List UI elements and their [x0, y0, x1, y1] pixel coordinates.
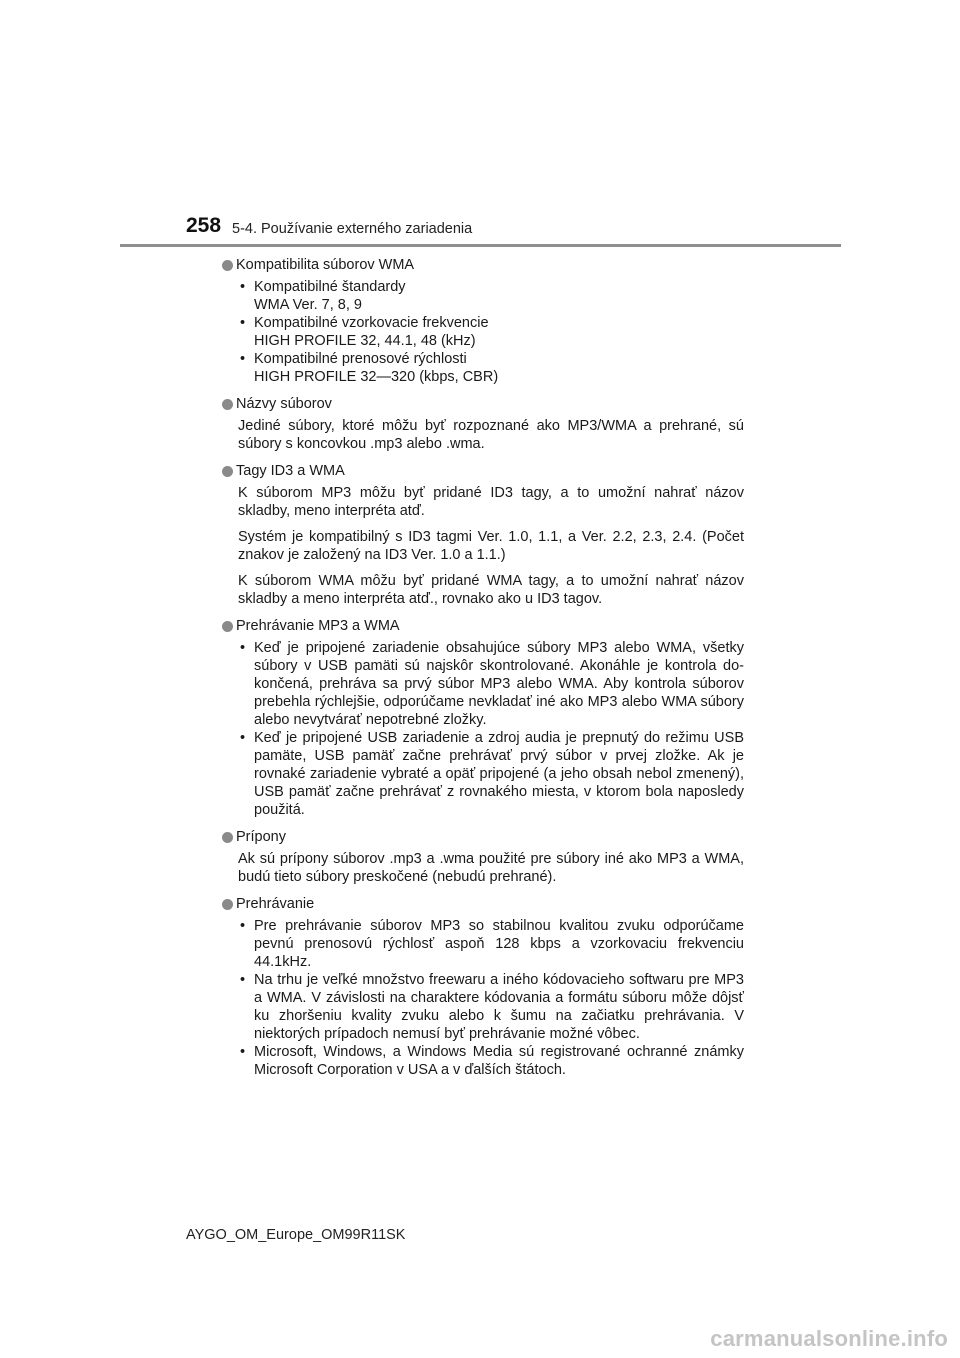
list-item: • Keď je pripojené zariadenie obsahujúce súbory MP3 alebo WMA, všetky súbory v USB pamäti sú najskôr skontrolované. Akonáhle je kontrola dokončená, prehráva sa prvý súbor MP3 alebo WMA. Aby kontrola súborov prebehla rýchlejšie, odporúčame nevkladať iné ako MP3 alebo WMA súbory alebo nevytvárať nepotrebné zložky.	[240, 640, 744, 728]
section-extensions	[222, 828, 744, 886]
list-item: • Kompatibilné vzorkovacie frekvencie HIGH PROFILE 32, 44.1, 48 (kHz)	[240, 315, 489, 349]
section-heading-text: Prehrávanie	[236, 896, 315, 912]
section-heading	[222, 462, 744, 480]
paragraph: Jediné súbory, ktoré môžu byť rozpoznané ako MP3/WMA a prehrané, sú súbory s koncovkou .mp3 alebo .wma.	[238, 418, 744, 452]
section-heading-text: Prípony	[236, 829, 286, 845]
list-item: • Keď je pripojené USB zariadenie a zdroj audia je prepnutý do režimu USB pamäte, USB pamäť začne prehrávať prvý súbor v prvej zložke. Ak je rovnaké zariadenie vybraté a opäť pripojené (a jeho obsah nebol zmenený), USB pamäť začne prehrávať z rovnakého miesta, v ktorom bola naposledy použitá.	[240, 730, 744, 818]
paragraph: Systém je kompatibilný s ID3 tagmi Ver. 1.0, 1.1, a Ver. 2.2, 2.3, 2.4. (Počet znakov je založený na ID3 Ver. 1.0 a 1.1.)	[238, 529, 744, 563]
paragraph: K súborom WMA môžu byť pridané WMA tagy, a to umožní nahrať názov skladby a meno interpréta atď., rovnako ako u ID3 tagov.	[238, 573, 744, 607]
section-heading-text: Tagy ID3 a WMA	[236, 463, 345, 479]
section-heading	[222, 395, 744, 413]
paragraph: K súborom MP3 môžu byť pridané ID3 tagy, a to umožní nahrať názov skladby, meno interpréta atď.	[238, 485, 744, 519]
doc-code: AYGO_OM_Europe_OM99R11SK	[186, 1227, 406, 1243]
bullet-dot-icon	[222, 899, 233, 910]
bullet-list	[222, 917, 744, 1079]
bullet-dot-icon	[222, 399, 233, 410]
section-heading	[222, 617, 744, 635]
list-item: • Na trhu je veľké množstvo freewaru a iného kódovacieho softwaru pre MP3 a WMA. V závislosti na charaktere kódovania a formátu súboru môže dôjsť ku zhoršeniu kvality zvuku alebo k šumu na začiatku prehrávania. V niektorých prípadoch nemusí byť prehrávanie možné vôbec.	[240, 972, 744, 1042]
content	[222, 256, 744, 1088]
bullet-dot-icon	[222, 621, 233, 632]
section-heading-text: Kompatibilita súborov WMA	[236, 257, 415, 273]
section-heading	[222, 828, 744, 846]
section-file-names	[222, 395, 744, 453]
section-heading	[222, 895, 744, 913]
bullet-dot-icon	[222, 466, 233, 477]
section-title: 5-4. Používanie externého zariadenia	[232, 221, 473, 237]
bullet-dot-icon	[222, 832, 233, 843]
list-item: • Microsoft, Windows, a Windows Media sú registrované ochranné známky Microsoft Corporation v USA a v ďalších štátoch.	[240, 1044, 744, 1078]
list-item: • Kompatibilné prenosové rýchlosti HIGH PROFILE 32—320 (kbps, CBR)	[240, 351, 499, 385]
list-item: • Kompatibilné štandardy WMA Ver. 7, 8, 9	[240, 279, 406, 313]
section-heading-text: Názvy súborov	[236, 396, 332, 412]
watermark: carmanualsonline.info	[710, 1326, 948, 1351]
bullet-list	[222, 639, 744, 819]
section-tags	[222, 462, 744, 608]
section-playback-mp3-wma	[222, 617, 744, 819]
section-heading	[222, 256, 744, 274]
bullet-list	[222, 278, 744, 386]
header-rule	[120, 244, 841, 247]
page-header	[0, 0, 960, 250]
list-item: • Pre prehrávanie súborov MP3 so stabilnou kvalitou zvuku odporúčame pevnú prenosovú rýchlosť aspoň 128 kbps a vzorkovaciu frekvenciu 44.1kHz.	[240, 918, 744, 970]
section-heading-text: Prehrávanie MP3 a WMA	[236, 618, 400, 634]
paragraph: Ak sú prípony súborov .mp3 a .wma použité pre súbory iné ako MP3 a WMA, budú tieto súbory preskočené (nebudú prehrané).	[238, 851, 744, 885]
page-number: 258	[186, 214, 222, 237]
section-wma-compat	[222, 256, 744, 386]
section-playback	[222, 895, 744, 1079]
bullet-dot-icon	[222, 260, 233, 271]
